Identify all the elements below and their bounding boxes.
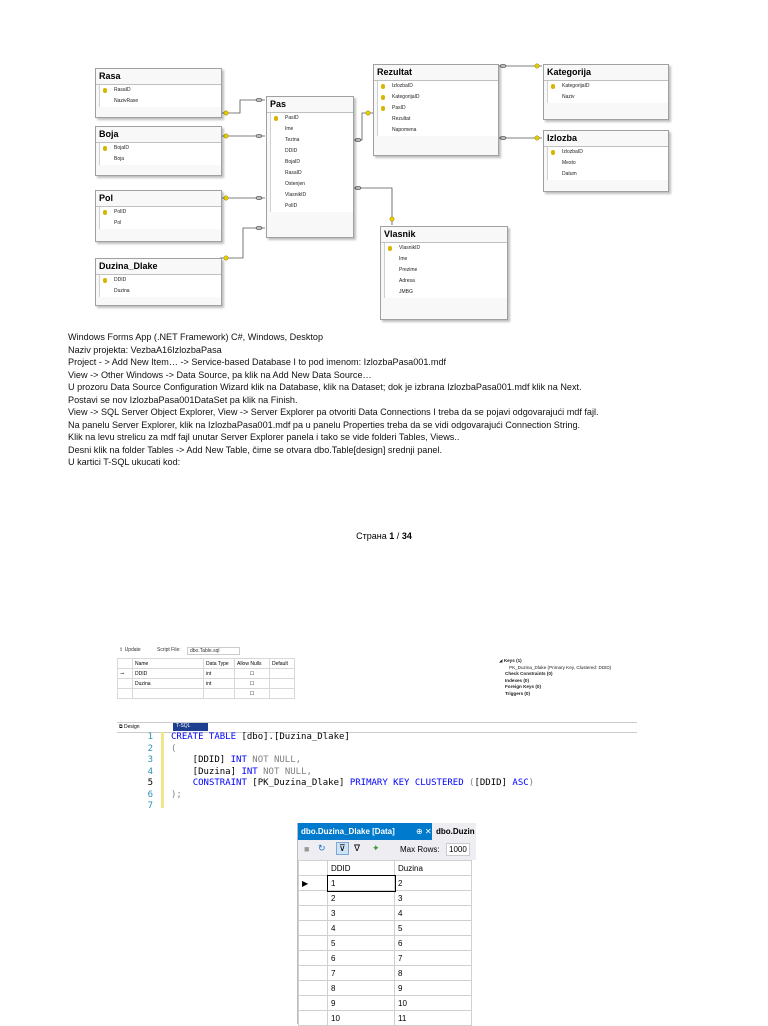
key-icon [551, 84, 555, 89]
grid-row[interactable] [118, 669, 295, 679]
indexes-node[interactable]: Indexes (0) [505, 677, 529, 683]
column-row [378, 103, 498, 114]
data-grid-window [297, 823, 476, 1024]
column-name-cell[interactable] [133, 689, 204, 699]
column-header[interactable]: Duzina [395, 861, 472, 876]
column-label: Naziv [562, 94, 575, 100]
key-icon [103, 278, 107, 283]
column-row [271, 146, 353, 157]
table-title: Izlozba [544, 131, 668, 147]
page-prefix: Страна [356, 531, 390, 541]
max-rows-label: Max Rows: [400, 845, 440, 854]
column-row [378, 114, 498, 125]
column-label: Adresa [399, 278, 415, 284]
data-type-cell[interactable] [204, 689, 235, 699]
designer-toolbar [117, 646, 637, 656]
column-label: Prezime [399, 267, 418, 273]
table-row[interactable] [299, 996, 472, 1011]
table-rezultat [373, 64, 499, 156]
row-selector-icon[interactable]: ▶ [299, 876, 328, 891]
column-name-cell[interactable]: Duzina [133, 679, 204, 689]
cell[interactable]: 6 [395, 936, 472, 951]
table-title: Kategorija [544, 65, 668, 81]
column-label: Datum [562, 171, 577, 177]
column-label: VlasnikID [399, 245, 421, 251]
instruction-line: View -> Other Windows -> Data Source, pa klik na Add New Data Source… [68, 369, 372, 380]
allow-nulls-checkbox[interactable]: ☐ [235, 669, 270, 679]
column-row [548, 92, 668, 103]
cell[interactable]: 1 [328, 876, 395, 891]
cell[interactable]: 10 [395, 996, 472, 1011]
cell[interactable]: 2 [395, 876, 472, 891]
column-row [548, 169, 668, 180]
page-number [0, 531, 768, 541]
column-label: Tezina [285, 137, 300, 143]
line-number: 4 [147, 766, 153, 777]
column-label: KategorijaID [392, 94, 420, 100]
data-type-cell[interactable]: int [204, 679, 235, 689]
table-row[interactable] [299, 906, 472, 921]
max-rows-input[interactable]: 1000 [446, 843, 470, 856]
page-current: 1 [389, 531, 395, 541]
check-constraints-node[interactable]: Check Constraints (0) [505, 671, 553, 677]
table-pol [95, 190, 222, 242]
table-rasa [95, 68, 222, 118]
column-row [271, 135, 353, 146]
data-tab[interactable] [298, 823, 476, 840]
refresh-icon[interactable]: ↻ [318, 843, 326, 853]
table-title: Vlasnik [381, 227, 507, 243]
column-label: BojaID [285, 159, 301, 165]
instruction-line: Naziv projekta: VezbaA16IzlozbaPasa [68, 344, 222, 355]
keys-node[interactable]: ◢ Keys (1) [499, 658, 522, 663]
instruction-line: Na panelu Server Explorer, klik na IzlozbaPasa001.mdf pa u panelu Properties treba da se vidi odgovarajući Connection String. [68, 419, 581, 430]
columns-grid [117, 658, 497, 718]
column-row [271, 168, 353, 179]
column-row [100, 143, 221, 154]
stop-icon[interactable]: ■ [304, 844, 310, 854]
grid-header: Name [133, 659, 204, 669]
tab-design[interactable]: ⧉ Design [119, 724, 140, 730]
code-line-3: [DDID] INT NOT NULL, [171, 755, 302, 765]
data-type-cell[interactable]: int [204, 669, 235, 679]
column-label: Rezultat [392, 116, 411, 122]
tab-design-label: Design [123, 724, 140, 730]
table-kategorija [543, 64, 669, 120]
close-icon[interactable]: ⊕ ✕ [416, 827, 432, 836]
column-row [385, 265, 507, 276]
filter-icon[interactable]: ∇ [354, 843, 361, 853]
grid-row[interactable] [118, 679, 295, 689]
column-label: JMBG [399, 289, 413, 295]
pk-key-icon: ⊸ [118, 669, 133, 679]
column-row [271, 190, 353, 201]
column-row [385, 243, 507, 254]
column-row [385, 287, 507, 298]
column-label: PasID [285, 115, 299, 121]
column-row [271, 157, 353, 168]
column-row [100, 85, 221, 96]
table-title: Rasa [96, 69, 221, 85]
cell[interactable]: 4 [328, 921, 395, 936]
table-row[interactable] [299, 921, 472, 936]
cell[interactable]: 3 [395, 891, 472, 906]
table-title: Rezultat [374, 65, 498, 81]
tab-tsql[interactable]: T-SQL [173, 723, 208, 731]
table-row[interactable] [299, 981, 472, 996]
table-row[interactable] [299, 876, 472, 891]
data-table [298, 860, 476, 1026]
second-tab[interactable]: dbo.Duzin [432, 823, 476, 840]
column-label: RasaID [114, 87, 131, 93]
column-row [100, 286, 221, 297]
column-row [100, 218, 221, 229]
code-line-5: CONSTRAINT [PK_Duzina_Dlake] PRIMARY KEY CLUSTERED ([DDID] ASC) [192, 778, 535, 788]
cell[interactable]: 6 [328, 951, 395, 966]
table-title: Duzina_Dlake [96, 259, 221, 275]
cell[interactable]: 9 [328, 996, 395, 1011]
column-label: Ime [399, 256, 408, 262]
cell[interactable]: 10 [328, 1011, 395, 1026]
script-file-select[interactable]: dbo.Table.sql [187, 647, 240, 655]
column-row [548, 81, 668, 92]
column-label: PasID [392, 105, 406, 111]
instruction-line: Klik na levu strelicu za mdf fajl unutar Server Explorer panela i tako se vide folderi Tables, Views.. [68, 432, 460, 442]
table-row[interactable] [299, 966, 472, 981]
allow-nulls-checkbox[interactable]: ☐ [235, 689, 270, 699]
change-margin [161, 732, 164, 808]
table-title: Boja [96, 127, 221, 143]
cell[interactable]: 8 [328, 981, 395, 996]
table-vlasnik [380, 226, 508, 320]
instructions-text [68, 331, 708, 469]
instruction-line: Desni klik na folder Tables -> Add New Table, čime se otvara dbo.Table[design] srednji panel. [68, 444, 442, 455]
update-label: Update [124, 647, 141, 653]
key-icon [103, 146, 107, 151]
column-label: IzlozbaID [562, 149, 583, 155]
line-number: 5 [147, 778, 153, 788]
column-row [271, 201, 353, 212]
grid-header: Allow Nulls [235, 659, 270, 669]
default-cell[interactable] [270, 679, 295, 689]
grid-row[interactable] [118, 689, 295, 699]
column-label: BojaID [114, 145, 130, 151]
code-line-4: [Duzina] INT NOT NULL, [171, 766, 312, 777]
table-duzina-dlake [95, 258, 222, 306]
instruction-line: Postavi se nov IzlozbaPasa001DataSet pa klik na Finish. [68, 394, 298, 405]
key-icon [103, 210, 107, 215]
tsql-editor[interactable] [117, 732, 637, 824]
column-row [100, 275, 221, 286]
er-diagram [0, 0, 768, 330]
key-icon [388, 246, 392, 251]
script-icon[interactable]: ✦ [372, 843, 380, 853]
keys-panel [499, 658, 637, 718]
cell[interactable]: 3 [328, 906, 395, 921]
column-label: DDID [114, 277, 127, 283]
column-header[interactable]: DDID [328, 861, 395, 876]
column-label: VlasnikID [285, 192, 307, 198]
column-label: IzlozbaID [392, 83, 413, 89]
cell[interactable]: 9 [395, 981, 472, 996]
column-label: Pol [114, 220, 122, 226]
table-title: Pol [96, 191, 221, 207]
column-label: Mesto [562, 160, 576, 166]
line-number: 6 [147, 789, 153, 800]
cell[interactable]: 7 [328, 966, 395, 981]
instruction-line: Project - > Add New Item… -> Service-based Database I to pod imenom: IzlozbaPasa001.mdf [68, 357, 447, 367]
cell[interactable]: 5 [395, 921, 472, 936]
column-label: Napomena [392, 127, 417, 133]
instruction-line: Windows Forms App (.NET Framework) C#, Windows, Desktop [68, 332, 324, 342]
instruction-line: U prozoru Data Source Configuration Wizard klik na Database, klik na Dataset; dok je izbrana IzlozbaPasa001.mdf klik na Next. [68, 382, 582, 392]
column-row [378, 125, 498, 136]
table-designer [117, 646, 637, 824]
column-label: DDID [285, 148, 298, 154]
column-row [385, 254, 507, 265]
cell[interactable]: 5 [328, 936, 395, 951]
grid-header-row [118, 659, 295, 669]
filter-toggle-icon[interactable]: ⊽ [336, 842, 349, 855]
instruction-line: View -> SQL Server Object Explorer, View -> Server Explorer pa otvoriti Data Connections I treba da se pojavi odgovarajući mdf fajl. [68, 407, 599, 417]
cell[interactable]: 7 [395, 951, 472, 966]
foreign-keys-node[interactable]: Foreign Keys (0) [505, 684, 541, 690]
column-label: Duzina [114, 288, 130, 294]
line-number: 7 [147, 801, 153, 811]
line-number: 3 [147, 755, 153, 765]
code-line-1: CREATE TABLE [dbo].[Duzina_Dlake] [171, 732, 350, 742]
column-row [100, 96, 221, 107]
page-separator: / [394, 531, 402, 541]
column-row [271, 124, 353, 135]
column-label: Ime [285, 126, 294, 132]
cell[interactable]: 8 [395, 966, 472, 981]
table-row[interactable] [299, 891, 472, 906]
code-line-2: ( [171, 743, 177, 754]
key-icon [103, 88, 107, 93]
default-cell[interactable] [270, 689, 295, 699]
table-title: Pas [267, 97, 353, 113]
data-toolbar [298, 840, 476, 860]
table-row[interactable] [299, 1011, 472, 1026]
allow-nulls-checkbox[interactable]: ☐ [235, 679, 270, 689]
column-label: Boja [114, 156, 125, 162]
column-label: KategorijaID [562, 83, 590, 89]
grid-header: Default [270, 659, 295, 669]
column-label: RasaID [285, 170, 302, 176]
page-total: 34 [401, 531, 412, 541]
key-icon [381, 95, 385, 100]
key-icon [551, 150, 555, 155]
cell[interactable]: 11 [395, 1011, 472, 1026]
column-row [385, 276, 507, 287]
column-row [548, 158, 668, 169]
column-label: PolID [285, 203, 298, 209]
table-header-row [299, 861, 472, 876]
table-row[interactable] [299, 936, 472, 951]
key-icon [381, 84, 385, 89]
line-number: 1 [147, 732, 153, 742]
column-row [548, 147, 668, 158]
line-number: 2 [147, 743, 153, 754]
column-label: Ostenjen [285, 181, 306, 187]
default-cell[interactable] [270, 669, 295, 679]
instruction-line: U kartici T-SQL ukucati kod: [68, 457, 181, 467]
code-line-6: ); [171, 789, 182, 800]
table-row[interactable] [299, 951, 472, 966]
column-name-cell[interactable]: DDID [133, 669, 204, 679]
table-boja [95, 126, 222, 176]
column-row [271, 113, 353, 124]
triggers-node[interactable]: Triggers (0) [505, 690, 531, 696]
grid-header: Data Type [204, 659, 235, 669]
table-izlozba [543, 130, 669, 192]
table-pas [266, 96, 354, 238]
key-icon [274, 116, 278, 121]
cell[interactable]: 2 [328, 891, 395, 906]
column-row [100, 207, 221, 218]
key-icon [381, 106, 385, 111]
column-label: PolID [114, 209, 127, 215]
column-row [271, 179, 353, 190]
script-file-label: Script File: [157, 647, 181, 653]
data-tab-title: dbo.Duzina_Dlake [Data] [301, 827, 395, 836]
column-label: NazivRase [114, 98, 139, 104]
column-row [378, 92, 498, 103]
update-button[interactable]: ⇪ Update [119, 647, 141, 653]
column-row [100, 154, 221, 165]
cell[interactable]: 4 [395, 906, 472, 921]
pk-entry[interactable]: PK_Duzina_Dlake (Primary Key, Clustered: DDID) [509, 664, 612, 670]
column-row [378, 81, 498, 92]
